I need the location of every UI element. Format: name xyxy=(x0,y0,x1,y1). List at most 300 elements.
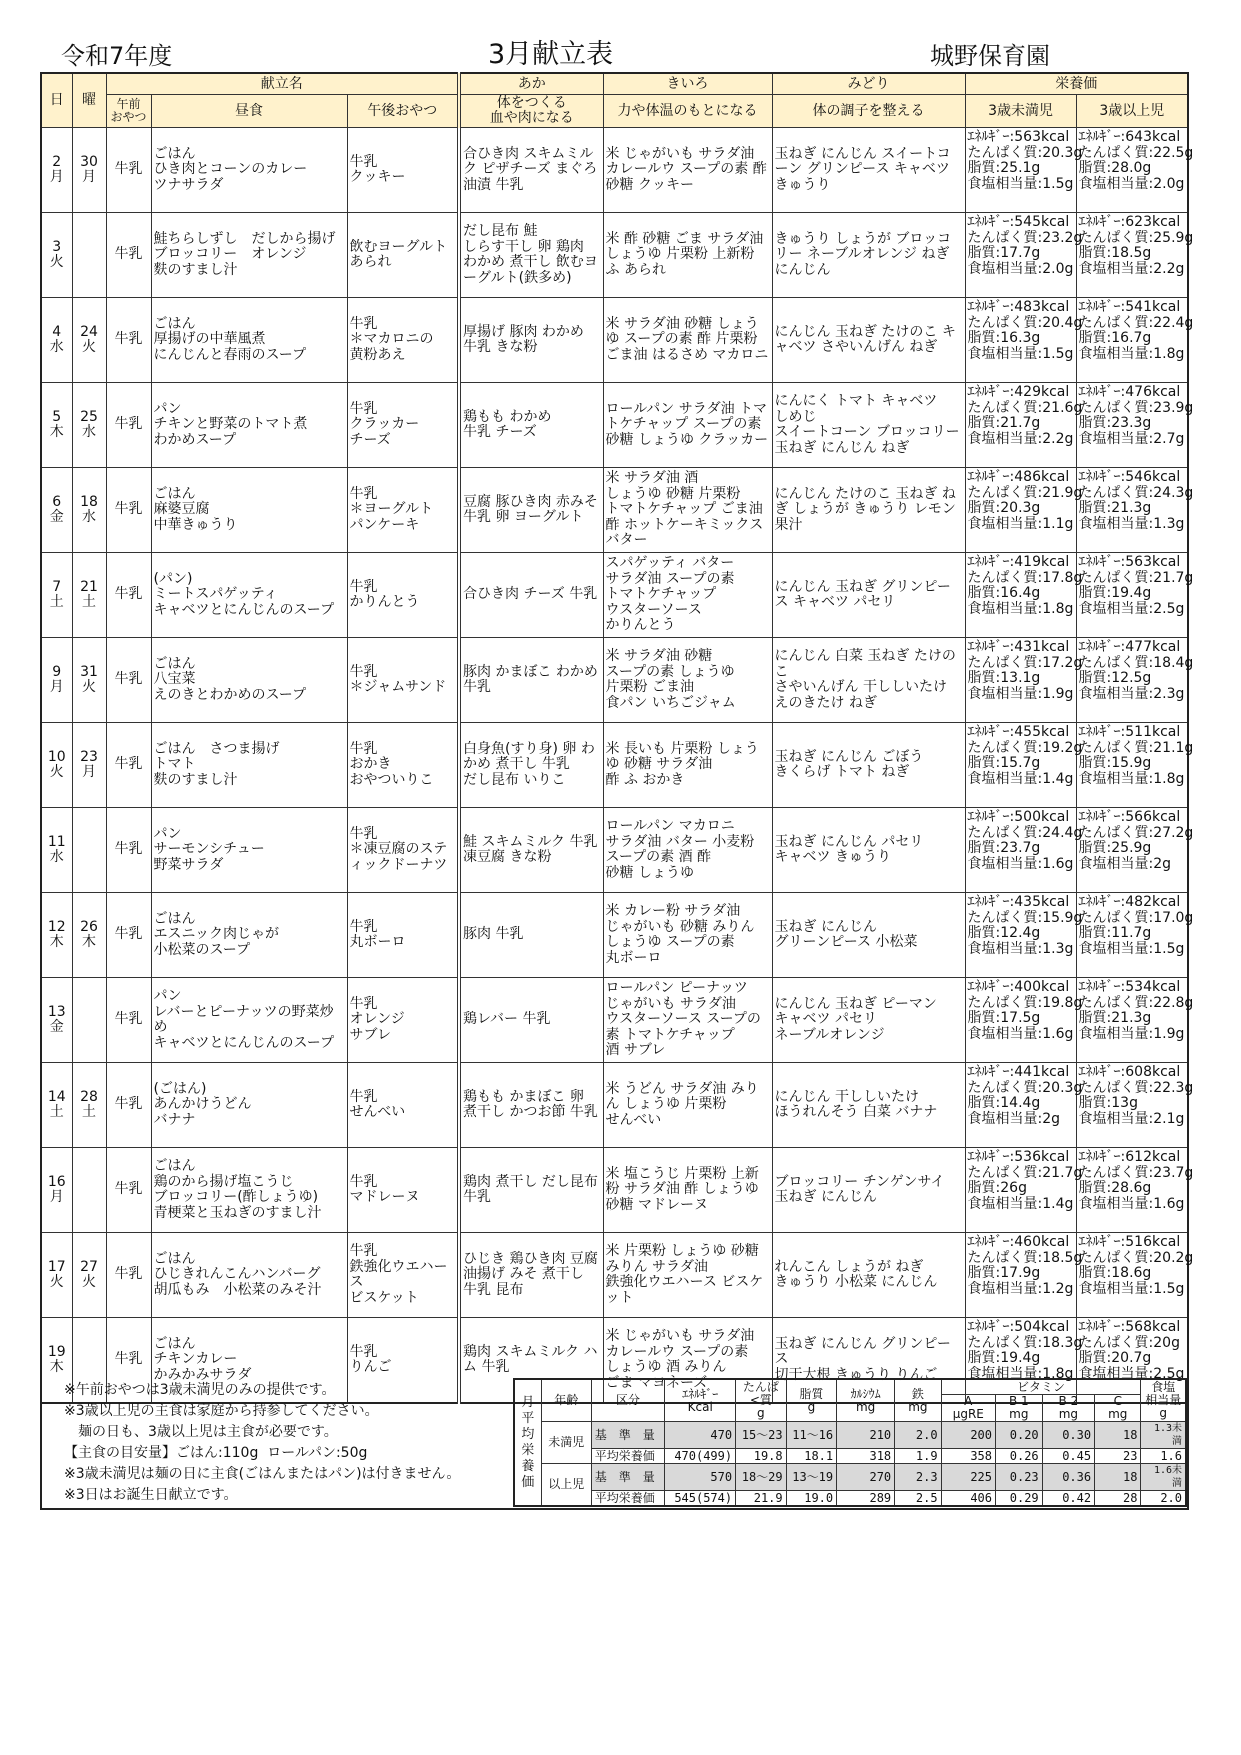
organization-name: 城野保育園 xyxy=(930,42,1050,70)
nutrition-value: 1.9g xyxy=(1153,1025,1185,1042)
nutrition-label: 食塩相当量: xyxy=(967,685,1043,702)
green-ingredients-cell: きゅうり しょうが ブロッコリー ネーブルオレンジ ねぎ にんじん xyxy=(772,213,965,298)
avg-category: 基 準 量 xyxy=(591,1422,665,1449)
nutrition-value: 21.1g xyxy=(1153,739,1194,756)
col-pm-snack: 午後おやつ xyxy=(347,95,459,128)
yellow-ingredients-cell: 米 酢 砂糖 ごま サラダ油 しょうゆ 片栗粉 上新粉 ふ あられ xyxy=(603,213,772,298)
nutrition-line xyxy=(968,841,1074,857)
am-snack-cell: 牛乳 xyxy=(106,383,151,468)
yellow-ingredients-cell: ロールパン サラダ油 トマトケチャップ スープの素 砂糖 しょうゆ クラッカー xyxy=(603,383,772,468)
nutrition-line xyxy=(1079,895,1186,911)
nutrition-label: 脂質: xyxy=(1078,755,1112,771)
nutrition-value: 1.8g xyxy=(1042,1365,1074,1382)
nutrition-line xyxy=(1078,314,1194,332)
nutrition-value: 431kcal xyxy=(1014,639,1070,655)
menu-row xyxy=(41,723,1188,808)
red-ingredients-cell: 鮭 スキムミルク 牛乳 凍豆腐 きな粉 xyxy=(459,808,603,893)
nutrition-line xyxy=(967,314,1083,332)
green-ingredients-cell: れんこん しょうが ねぎ きゅうり 小松菜 にんじん xyxy=(772,1233,965,1318)
red-ingredients-cell: 豚肉 かまぼこ わかめ 牛乳 xyxy=(459,638,603,723)
nutrition-label: ｴﾈﾙｷﾞｰ: xyxy=(1078,554,1126,570)
nutrition-label: ｴﾈﾙｷﾞｰ: xyxy=(1078,724,1126,740)
pm-snack-cell: 牛乳 ＊凍豆腐のスティックドーナツ xyxy=(347,808,459,893)
lunch-cell: (パン) ミートスパゲッティ キャベツとにんじんのスープ xyxy=(151,553,347,638)
nutrition-under3-cell xyxy=(965,808,1083,893)
nutrition-value: 2.7g xyxy=(1153,430,1185,447)
nutrition-over3-cell xyxy=(1076,553,1194,638)
avg-side-label: 月 平 均 栄 養 価 xyxy=(514,1379,541,1506)
nutrition-label: 食塩相当量: xyxy=(967,770,1043,787)
nutrition-line xyxy=(968,671,1074,687)
nutrition-label: 食塩相当量: xyxy=(1078,175,1154,192)
nutrition-label: 食塩相当量: xyxy=(967,855,1043,872)
avg-value: 289 xyxy=(837,1491,895,1507)
nutrition-label: 食塩相当量: xyxy=(967,1025,1043,1042)
nutrition-value: 1.6g xyxy=(1042,855,1074,872)
nutrition-value: 1.1g xyxy=(1042,515,1074,532)
nutrition-line xyxy=(968,1181,1074,1197)
nutrition-line xyxy=(1079,1011,1186,1027)
nutrition-label: ｴﾈﾙｷﾞｰ: xyxy=(967,384,1015,400)
avg-value: 0.20 xyxy=(996,1422,1043,1449)
nutrition-label: たんぱく質: xyxy=(967,1164,1043,1181)
day2-cell: 25 水 xyxy=(72,383,106,468)
nutrition-line xyxy=(968,810,1074,826)
nutrition-value: 20g xyxy=(1153,1334,1180,1351)
nutrition-label: 脂質: xyxy=(967,670,1001,686)
nutrition-label: ｴﾈﾙｷﾞｰ: xyxy=(967,979,1015,995)
nutrition-value: 15.7g xyxy=(1000,755,1041,771)
nutrition-value: 21.3g xyxy=(1111,1010,1152,1026)
nutrition-line xyxy=(1079,942,1186,958)
avg-col-cat: 区分 xyxy=(591,1379,665,1422)
nutrition-value: 429kcal xyxy=(1014,384,1070,400)
avg-data-row xyxy=(514,1464,1186,1491)
nutrition-line xyxy=(1078,739,1194,757)
am-snack-cell: 牛乳 xyxy=(106,213,151,298)
nutrition-value: 2.0g xyxy=(1042,260,1074,277)
nutrition-value: 441kcal xyxy=(1014,1064,1070,1080)
nutrition-value: 21.9g xyxy=(1042,484,1083,501)
avg-value: 19.0 xyxy=(786,1491,837,1507)
avg-value: 0.36 xyxy=(1042,1464,1094,1491)
nutrition-label: 食塩相当量: xyxy=(1078,1280,1154,1297)
am-snack-cell: 牛乳 xyxy=(106,808,151,893)
avg-data-row xyxy=(514,1422,1186,1449)
day-cell: 3 火 xyxy=(41,213,72,298)
nutrition-line xyxy=(967,824,1083,842)
nutrition-line xyxy=(1079,772,1186,788)
nutrition-value: 21.3g xyxy=(1111,500,1152,516)
nutrition-line xyxy=(968,1320,1074,1336)
page-title: 3月献立表 xyxy=(488,39,614,70)
avg-value: 23 xyxy=(1095,1449,1141,1464)
note-line: ※3日はお誕生日献立です。 xyxy=(64,1487,238,1503)
nutrition-label: ｴﾈﾙｷﾞｰ: xyxy=(967,214,1015,230)
nutrition-value: 566kcal xyxy=(1125,809,1181,825)
menu-row xyxy=(41,1148,1188,1233)
avg-value: 1.6 xyxy=(1141,1449,1186,1464)
nutrition-line xyxy=(1079,640,1186,656)
day-cell: 14 土 xyxy=(41,1063,72,1148)
avg-data-row xyxy=(514,1449,1186,1464)
nutrition-label: 食塩相当量: xyxy=(1078,1195,1154,1212)
nutrition-line xyxy=(1079,725,1186,741)
nutrition-label: たんぱく質: xyxy=(1078,1164,1154,1181)
nutrition-value: 2g xyxy=(1042,1110,1061,1127)
avg-category: 基 準 量 xyxy=(591,1464,665,1491)
nutrition-value: 19.8g xyxy=(1042,994,1083,1011)
nutrition-over3-cell xyxy=(1076,468,1194,553)
nutrition-label: 脂質: xyxy=(1078,1180,1112,1196)
day2-cell: 21 土 xyxy=(72,553,106,638)
avg-value: 1.9 xyxy=(895,1449,941,1464)
avg-value: 18.1 xyxy=(786,1449,837,1464)
nutrition-label: ｴﾈﾙｷﾞｰ: xyxy=(1078,1234,1126,1250)
red-ingredients-cell: 合ひき肉 チーズ 牛乳 xyxy=(459,553,603,638)
nutrition-line xyxy=(1079,671,1186,687)
nutrition-line xyxy=(968,432,1074,448)
nutrition-value: 20.3g xyxy=(1042,1079,1083,1096)
nutrition-label: 食塩相当量: xyxy=(967,940,1043,957)
nutrition-label: たんぱく質: xyxy=(1078,399,1154,416)
nutrition-label: 脂質: xyxy=(967,245,1001,261)
nutrition-value: 23.9g xyxy=(1153,399,1194,416)
nutrition-label: たんぱく質: xyxy=(967,1334,1043,1351)
avg-col-salt: 食塩 相当量 g xyxy=(1141,1379,1186,1422)
nutrition-label: 食塩相当量: xyxy=(967,1280,1043,1297)
nutrition-value: 18.5g xyxy=(1042,1249,1083,1266)
nutrition-line xyxy=(968,980,1074,996)
nutrition-label: 脂質: xyxy=(967,585,1001,601)
nutrition-value: 486kcal xyxy=(1014,469,1070,485)
nutrition-line xyxy=(1079,331,1186,347)
yellow-ingredients-cell: スパゲッティ バター サラダ油 スープの素 トマトケチャップ ウスターソース かりんとう xyxy=(603,553,772,638)
nutrition-value: 23.3g xyxy=(1111,415,1152,431)
nutrition-value: 612kcal xyxy=(1125,1149,1181,1165)
nutrition-label: たんぱく質: xyxy=(967,314,1043,331)
lunch-cell: ごはん ひじきれんこんハンバーグ 胡瓜もみ 小松菜のみそ汁 xyxy=(151,1233,347,1318)
avg-category: 平均栄養価 xyxy=(591,1449,665,1464)
nutrition-value: 20.3g xyxy=(1000,500,1041,516)
nutrition-label: 食塩相当量: xyxy=(1078,1365,1154,1382)
red-ingredients-cell: 鶏肉 煮干し だし昆布 牛乳 xyxy=(459,1148,603,1233)
am-snack-cell: 牛乳 xyxy=(106,723,151,808)
nutrition-line xyxy=(968,1027,1074,1043)
nutrition-label: ｴﾈﾙｷﾞｰ: xyxy=(1078,1319,1126,1335)
nutrition-value: 28.0g xyxy=(1111,160,1152,176)
red-ingredients-cell: 鶏もも わかめ 牛乳 チーズ xyxy=(459,383,603,468)
red-ingredients-cell: ひじき 鶏ひき肉 豆腐 油揚げ みそ 煮干し 牛乳 昆布 xyxy=(459,1233,603,1318)
day-cell: 10 火 xyxy=(41,723,72,808)
nutrition-label: ｴﾈﾙｷﾞｰ: xyxy=(1078,894,1126,910)
nutrition-line xyxy=(1079,1181,1186,1197)
nutrition-line xyxy=(967,739,1083,757)
green-ingredients-cell: 玉ねぎ にんじん グリーンピース 小松菜 xyxy=(772,893,965,978)
am-snack-cell: 牛乳 xyxy=(106,298,151,383)
nutrition-label: ｴﾈﾙｷﾞｰ: xyxy=(1078,1064,1126,1080)
nutrition-label: 脂質: xyxy=(967,415,1001,431)
nutrition-value: 476kcal xyxy=(1125,384,1181,400)
nutrition-over3-cell xyxy=(1076,213,1194,298)
avg-value: 18 xyxy=(1095,1464,1141,1491)
nutrition-line xyxy=(968,177,1074,193)
lunch-cell: ごはん 八宝菜 えのきとわかめのスープ xyxy=(151,638,347,723)
nutrition-line xyxy=(1079,416,1186,432)
nutrition-under3-cell xyxy=(965,723,1083,808)
nutrition-value: 15.9g xyxy=(1111,755,1152,771)
col-nutrition: 栄養価 xyxy=(965,73,1188,95)
nutrition-label: 食塩相当量: xyxy=(967,260,1043,277)
nutrition-line xyxy=(1079,1235,1186,1251)
day2-cell: 27 火 xyxy=(72,1233,106,1318)
nutrition-value: 22.5g xyxy=(1153,144,1194,161)
nutrition-value: 455kcal xyxy=(1014,724,1070,740)
nutrition-value: 17.0g xyxy=(1153,909,1194,926)
nutrition-value: 483kcal xyxy=(1014,299,1070,315)
nutrition-label: たんぱく質: xyxy=(967,569,1043,586)
avg-value: 2.0 xyxy=(1141,1491,1186,1507)
menu-table xyxy=(40,72,1194,1404)
day2-cell xyxy=(72,808,106,893)
lunch-cell: パン レバーとピーナッツの野菜炒め キャベツとにんじんのスープ xyxy=(151,978,347,1063)
nutrition-value: 18.6g xyxy=(1111,1265,1152,1281)
nutrition-value: 19.4g xyxy=(1000,1350,1041,1366)
red-ingredients-cell: 厚揚げ 豚肉 わかめ 牛乳 きな粉 xyxy=(459,298,603,383)
nutrition-label: たんぱく質: xyxy=(967,654,1043,671)
nutrition-over3-cell xyxy=(1076,383,1194,468)
nutrition-under3-cell xyxy=(965,383,1083,468)
day-cell: 6 金 xyxy=(41,468,72,553)
green-ingredients-cell: 玉ねぎ にんじん パセリ キャベツ きゅうり xyxy=(772,808,965,893)
nutrition-value: 18.4g xyxy=(1153,654,1194,671)
avg-value: 0.45 xyxy=(1042,1449,1094,1464)
nutrition-label: 脂質: xyxy=(967,1265,1001,1281)
nutrition-line xyxy=(968,926,1074,942)
pm-snack-cell: 飲むヨーグルト あられ xyxy=(347,213,459,298)
menu-row xyxy=(41,638,1188,723)
menu-row xyxy=(41,808,1188,893)
nutrition-under3-cell xyxy=(965,1148,1083,1233)
nutrition-value: 1.6g xyxy=(1042,1025,1074,1042)
nutrition-value: 460kcal xyxy=(1014,1234,1070,1250)
nutrition-under3-cell xyxy=(965,213,1083,298)
lunch-cell: パン サーモンシチュー 野菜サラダ xyxy=(151,808,347,893)
nutrition-label: 食塩相当量: xyxy=(967,515,1043,532)
note-line: ※午前おやつは3歳未満児のみの提供です。 xyxy=(64,1382,336,1398)
nutrition-label: 脂質: xyxy=(1078,1095,1112,1111)
yellow-ingredients-cell: ロールパン マカロニ サラダ油 バター 小麦粉 スープの素 酒 酢 砂糖 しょうゆ xyxy=(603,808,772,893)
nutrition-line xyxy=(967,1079,1083,1097)
avg-value: 318 xyxy=(837,1449,895,1464)
nutrition-value: 13g xyxy=(1111,1095,1138,1111)
nutrition-value: 16.3g xyxy=(1000,330,1041,346)
nutrition-line xyxy=(968,347,1074,363)
nutrition-line xyxy=(968,246,1074,262)
nutrition-under3-cell xyxy=(965,638,1083,723)
notes-section xyxy=(40,1365,1189,1510)
nutrition-label: たんぱく質: xyxy=(967,1079,1043,1096)
nutrition-value: 21.7g xyxy=(1000,415,1041,431)
nutrition-line xyxy=(968,895,1074,911)
nutrition-label: たんぱく質: xyxy=(1078,229,1154,246)
nutrition-label: たんぱく質: xyxy=(967,229,1043,246)
nutrition-label: たんぱく質: xyxy=(967,484,1043,501)
yellow-ingredients-cell: 米 じゃがいも サラダ油 カレールウ スープの素 しょうゆ 酒 みりん ごま マヨネーズ xyxy=(603,1318,772,1404)
nutrition-value: 23.7g xyxy=(1000,840,1041,856)
nutrition-label: 食塩相当量: xyxy=(1078,260,1154,277)
nutrition-line xyxy=(967,1249,1083,1267)
nutrition-value: 623kcal xyxy=(1125,214,1181,230)
nutrition-label: 脂質: xyxy=(1078,500,1112,516)
nutrition-value: 546kcal xyxy=(1125,469,1181,485)
avg-col-vit-b1: B 1 mg xyxy=(996,1395,1043,1422)
menu-row xyxy=(41,978,1188,1063)
day-cell: 4 水 xyxy=(41,298,72,383)
nutrition-over3-cell xyxy=(1076,808,1194,893)
nutrition-value: 17.7g xyxy=(1000,245,1041,261)
nutrition-label: ｴﾈﾙｷﾞｰ: xyxy=(1078,979,1126,995)
nutrition-label: 食塩相当量: xyxy=(1078,515,1154,532)
nutrition-value: 2g xyxy=(1153,855,1172,872)
nutrition-line xyxy=(968,942,1074,958)
notes-list xyxy=(64,1380,460,1506)
avg-value: 406 xyxy=(941,1491,995,1507)
nutrition-line xyxy=(968,1282,1074,1298)
nutrition-line xyxy=(1079,857,1186,873)
green-ingredients-cell: にんじん 玉ねぎ たけのこ キャベツ さやいんげん ねぎ xyxy=(772,298,965,383)
am-snack-cell: 牛乳 xyxy=(106,1148,151,1233)
nutrition-line xyxy=(968,1351,1074,1367)
nutrition-line xyxy=(1079,1027,1186,1043)
day2-cell: 24 火 xyxy=(72,298,106,383)
nutrition-line xyxy=(1079,926,1186,942)
nutrition-value: 1.8g xyxy=(1153,770,1185,787)
nutrition-value: 608kcal xyxy=(1125,1064,1181,1080)
nutrition-value: 22.4g xyxy=(1153,314,1194,331)
nutrition-line xyxy=(968,517,1074,533)
nutrition-over3-cell xyxy=(1076,1148,1194,1233)
yellow-ingredients-cell: 米 サラダ油 砂糖 しょうゆ スープの素 酢 片栗粉 ごま油 はるさめ マカロニ xyxy=(603,298,772,383)
nutrition-value: 28.6g xyxy=(1111,1180,1152,1196)
nutrition-line xyxy=(1079,1112,1186,1128)
nutrition-label: 脂質: xyxy=(967,500,1001,516)
nutrition-value: 419kcal xyxy=(1014,554,1070,570)
nutrition-label: たんぱく質: xyxy=(1078,1079,1154,1096)
day-cell: 19 木 xyxy=(41,1318,72,1404)
nutrition-label: ｴﾈﾙｷﾞｰ: xyxy=(1078,809,1126,825)
nutrition-line xyxy=(1078,909,1194,927)
nutrition-value: 22.3g xyxy=(1153,1079,1194,1096)
avg-col-ca: ｶﾙｼｳﾑ mg xyxy=(837,1379,895,1422)
nutrition-value: 21.7g xyxy=(1042,1164,1083,1181)
nutrition-line xyxy=(1079,432,1186,448)
nutrition-value: 2.1g xyxy=(1153,1110,1185,1127)
nutrition-value: 16.4g xyxy=(1000,585,1041,601)
lunch-cell: ごはん 麻婆豆腐 中華きゅうり xyxy=(151,468,347,553)
day2-cell xyxy=(72,213,106,298)
avg-value: 545(574) xyxy=(665,1491,736,1507)
green-ingredients-cell: 玉ねぎ にんじん グリンピース 切干大根 きゅうり りんご xyxy=(772,1318,965,1404)
nutrition-label: 脂質: xyxy=(967,755,1001,771)
avg-value: 1.6未満 xyxy=(1141,1464,1186,1491)
yellow-ingredients-cell: 米 じゃがいも サラダ油 カレールウ スープの素 酢 砂糖 クッキー xyxy=(603,128,772,213)
nutrition-value: 25.9g xyxy=(1111,840,1152,856)
pm-snack-cell: 牛乳 オレンジ サブレ xyxy=(347,978,459,1063)
nutrition-value: 2.5g xyxy=(1153,600,1185,617)
nutrition-line xyxy=(1079,517,1186,533)
avg-data-row xyxy=(514,1491,1186,1507)
pm-snack-cell: 牛乳 マドレーヌ xyxy=(347,1148,459,1233)
nutrition-label: たんぱく質: xyxy=(967,824,1043,841)
nutrition-value: 15.9g xyxy=(1042,909,1083,926)
nutrition-value: 1.3g xyxy=(1153,515,1185,532)
day-cell: 11 水 xyxy=(41,808,72,893)
nutrition-line xyxy=(968,130,1074,146)
yellow-ingredients-cell: 米 うどん サラダ油 みりん しょうゆ 片栗粉 せんべい xyxy=(603,1063,772,1148)
nutrition-line xyxy=(1079,1065,1186,1081)
col-am-snack: 午前 おやつ xyxy=(106,95,151,128)
col-menu: 献立名 xyxy=(106,73,459,95)
nutrition-value: 27.2g xyxy=(1153,824,1194,841)
yellow-ingredients-cell: 米 サラダ油 酒 しょうゆ 砂糖 片栗粉 トマトケチャップ ごま油 酢 ホットケーキミックス バター xyxy=(603,468,772,553)
nutrition-value: 21.6g xyxy=(1042,399,1083,416)
nutrition-label: ｴﾈﾙｷﾞｰ: xyxy=(967,129,1015,145)
nutrition-label: 脂質: xyxy=(967,330,1001,346)
avg-age: 以上児 xyxy=(541,1464,591,1507)
nutrition-line xyxy=(1079,555,1186,571)
nutrition-line xyxy=(1079,841,1186,857)
day2-cell xyxy=(72,978,106,1063)
avg-value: 2.0 xyxy=(895,1422,941,1449)
nutrition-line xyxy=(1079,300,1186,316)
pm-snack-cell: 牛乳 おかき おやついりこ xyxy=(347,723,459,808)
pm-snack-cell: 牛乳 ＊ヨーグルト パンケーキ xyxy=(347,468,459,553)
day-cell: 13 金 xyxy=(41,978,72,1063)
nutrition-line xyxy=(1078,229,1194,247)
nutrition-line xyxy=(968,1235,1074,1251)
nutrition-label: 食塩相当量: xyxy=(1078,1025,1154,1042)
nutrition-line xyxy=(1079,980,1186,996)
nutrition-line xyxy=(1078,569,1194,587)
nutrition-label: ｴﾈﾙｷﾞｰ: xyxy=(1078,129,1126,145)
nutrition-line xyxy=(968,756,1074,772)
nutrition-line xyxy=(968,331,1074,347)
nutrition-line xyxy=(1079,810,1186,826)
nutrition-line xyxy=(1078,1164,1194,1182)
lunch-cell: ごはん チキンカレー かみかみサラダ xyxy=(151,1318,347,1404)
nutrition-line xyxy=(968,1011,1074,1027)
nutrition-line xyxy=(968,586,1074,602)
nutrition-line xyxy=(1079,1336,1186,1352)
nutrition-label: ｴﾈﾙｷﾞｰ: xyxy=(967,299,1015,315)
menu-row xyxy=(41,1233,1188,1318)
nutrition-value: 1.5g xyxy=(1153,1280,1185,1297)
nutrition-line xyxy=(967,484,1083,502)
yellow-ingredients-cell: 米 片栗粉 しょうゆ 砂糖 みりん サラダ油 鉄強化ウエハース ビスケット xyxy=(603,1233,772,1318)
avg-value: 28 xyxy=(1095,1491,1141,1507)
nutrition-label: たんぱく質: xyxy=(1078,569,1154,586)
nutrition-label: 食塩相当量: xyxy=(1078,430,1154,447)
fiscal-year: 令和7年度 xyxy=(61,42,173,70)
note-line: 【主食の目安量】ごはん:110g ロールパン:50g xyxy=(64,1445,368,1461)
nutrition-label: 脂質: xyxy=(1078,415,1112,431)
nutrition-label: たんぱく質: xyxy=(1078,909,1154,926)
day-cell: 9 月 xyxy=(41,638,72,723)
nutrition-label: 脂質: xyxy=(967,925,1001,941)
nutrition-over3-cell xyxy=(1076,893,1194,978)
nutrition-label: 食塩相当量: xyxy=(967,1365,1043,1382)
